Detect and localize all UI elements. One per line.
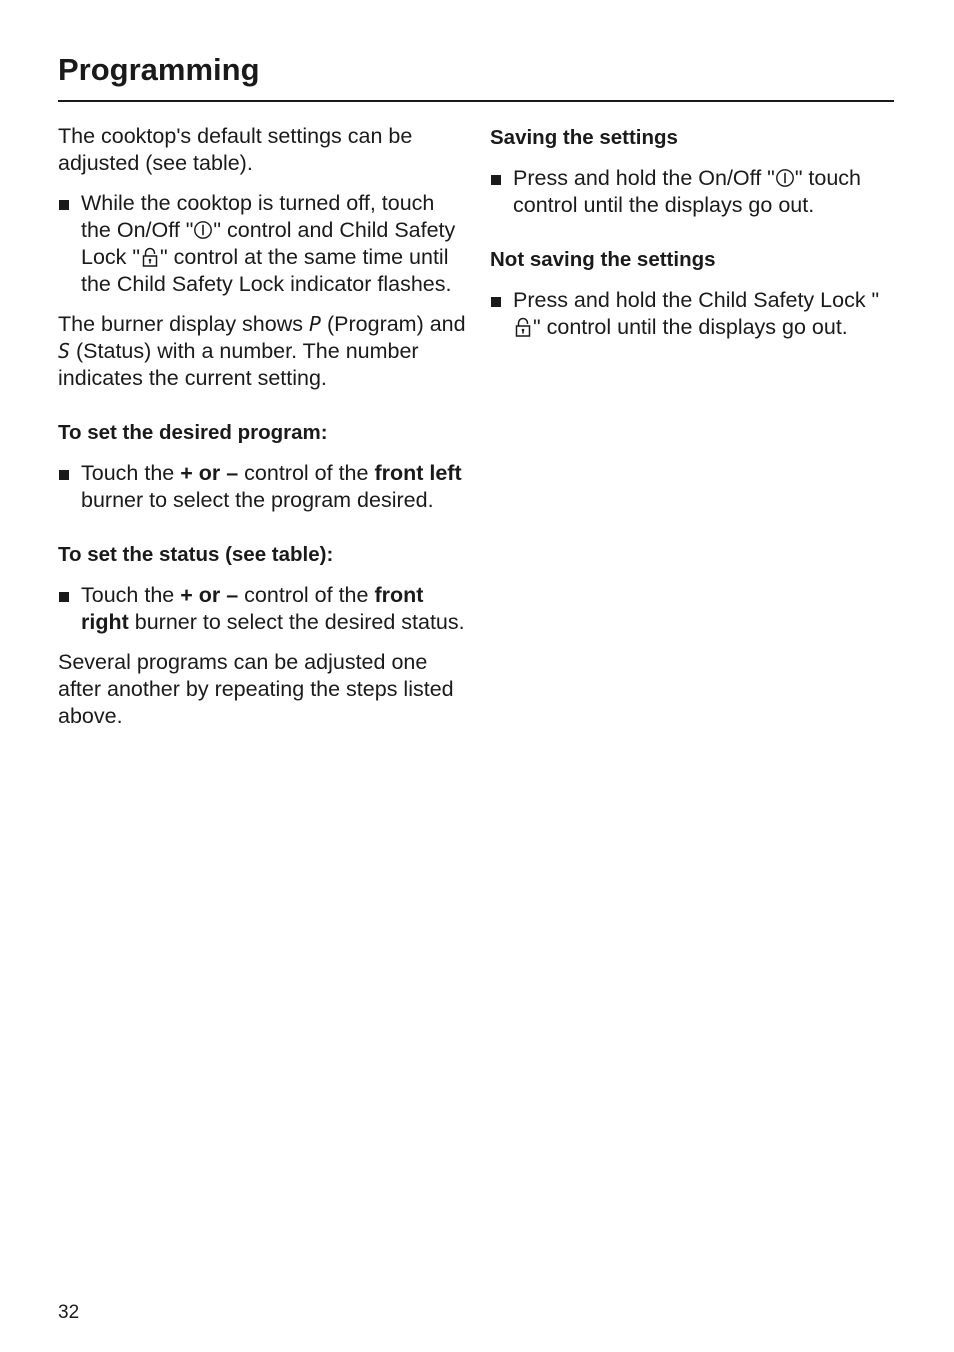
bullet-square-icon [491, 175, 501, 185]
intro-paragraph: The cooktop's default settings can be adjusted (see table). [58, 124, 413, 175]
instruction-discard-settings: Press and hold the Child Safety Lock "" control until the displays go out. [490, 287, 894, 341]
bullet-square-icon [491, 297, 501, 307]
page-title: Programming [58, 52, 260, 87]
instruction-select-program: Touch the + or – control of the front left burner to select the program desired. [58, 460, 468, 514]
instruction-select-status: Touch the + or – control of the front right burner to select the desired status. [58, 582, 468, 636]
save-heading: Saving the settings [490, 126, 678, 149]
status-symbol: S [58, 339, 71, 363]
power-icon [775, 168, 795, 188]
instruction-save-settings: Press and hold the On/Off " " touch control until the displays go out. [490, 165, 894, 219]
display-note-paragraph: The burner display shows P (Program) and S (Status) with a number. The number indicates the current setting. [58, 312, 466, 390]
bullet-square-icon [59, 470, 69, 480]
program-heading: To set the desired program: [58, 421, 328, 444]
program-symbol: P [308, 312, 322, 336]
title-divider [58, 100, 894, 102]
page-number: 32 [58, 1302, 80, 1323]
closing-paragraph: Several programs can be adjusted one after another by repeating the steps listed above. [58, 650, 454, 728]
power-icon [193, 220, 213, 240]
status-heading: To set the status (see table): [58, 543, 334, 566]
left-column [58, 123, 468, 743]
bullet-square-icon [59, 592, 69, 602]
child-lock-icon [140, 247, 160, 267]
bullet-square-icon [59, 200, 69, 210]
instruction-turn-off-touch: While the cooktop is turned off, touch the On/Off " " control and Child Safety Lock " " control at the same time until the Child Safety Lock indicator flashes. [58, 190, 468, 298]
nosave-heading: Not saving the settings [490, 248, 716, 271]
child-lock-icon [513, 317, 533, 337]
right-column [490, 123, 894, 354]
